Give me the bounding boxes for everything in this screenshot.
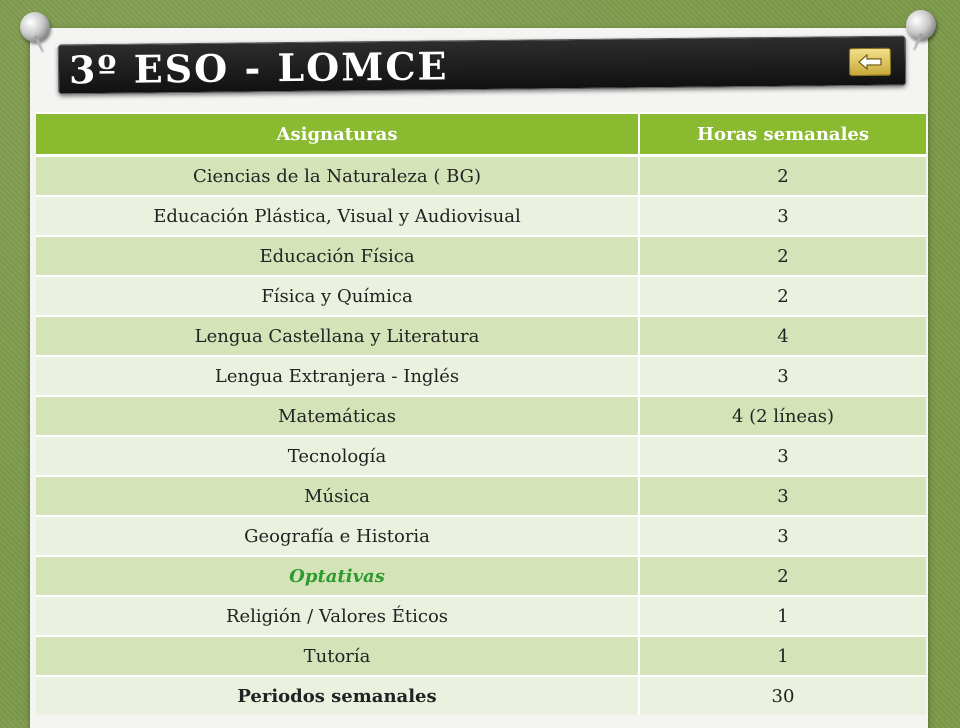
hours-cell: 3 [639,436,926,476]
table-row [36,476,926,516]
subject-cell: Periodos semanales [36,676,639,715]
hours-cell: 2 [639,236,926,276]
column-header-hours: Horas semanales [639,113,926,156]
table-row [36,236,926,276]
pushpin-icon [906,10,936,40]
table-row [36,156,926,197]
subject-cell: Lengua Extranjera - Inglés [36,356,639,396]
subject-cell: Tutoría [36,636,639,676]
hours-cell: 1 [639,636,926,676]
hours-cell: 4 (2 líneas) [639,396,926,436]
hours-cell: 3 [639,516,926,556]
subject-cell: Tecnología [36,436,639,476]
subjects-table [36,112,926,715]
hours-cell: 3 [639,356,926,396]
subject-cell: Educación Plástica, Visual y Audiovisual [36,196,639,236]
back-button[interactable] [849,48,891,76]
table-row [36,316,926,356]
arrow-left-icon [857,53,883,71]
subject-cell: Ciencias de la Naturaleza ( BG) [36,156,639,197]
subject-cell: Geografía e Historia [36,516,639,556]
table-row [36,196,926,236]
title-banner [58,36,906,95]
page-title: 3º ESO - LOMCE [68,43,449,93]
table-row [36,356,926,396]
table-header-row [36,113,926,156]
hours-cell: 2 [639,276,926,316]
subject-cell: Matemáticas [36,396,639,436]
table-row [36,596,926,636]
table-row [36,436,926,476]
subject-cell: Lengua Castellana y Literatura [36,316,639,356]
table-row [36,396,926,436]
hours-cell: 4 [639,316,926,356]
table-row [36,676,926,715]
column-header-subjects: Asignaturas [36,113,639,156]
hours-cell: 2 [639,156,926,197]
subject-cell: Física y Química [36,276,639,316]
subject-cell: Religión / Valores Éticos [36,596,639,636]
hours-cell: 2 [639,556,926,596]
hours-cell: 30 [639,676,926,715]
table-row [36,276,926,316]
subject-cell: Música [36,476,639,516]
pushpin-icon [20,12,50,42]
subject-cell: Optativas [36,556,639,596]
table-row [36,516,926,556]
table-row [36,636,926,676]
hours-cell: 3 [639,196,926,236]
table-row [36,556,926,596]
hours-cell: 3 [639,476,926,516]
hours-cell: 1 [639,596,926,636]
subject-cell: Educación Física [36,236,639,276]
